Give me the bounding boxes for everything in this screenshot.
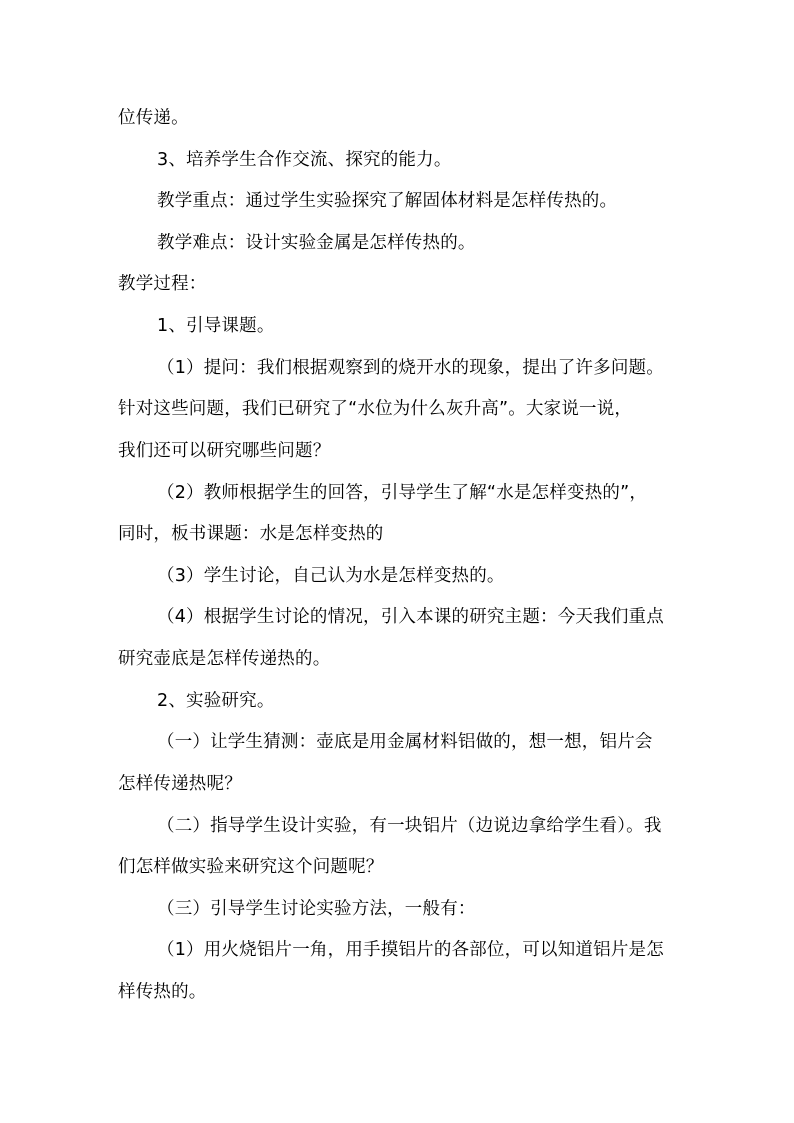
text-line: （三）引导学生讨论实验方法，一般有： — [157, 899, 476, 919]
text-line: 样传热的。 — [118, 982, 207, 1002]
text-line: （4）根据学生讨论的情况，引入本课的研究主题：今天我们重点 — [157, 607, 664, 627]
text-line: 怎样传递热呢？ — [118, 774, 242, 794]
text-line: 同时，板书课题：水是怎样变热的 — [118, 524, 384, 544]
text-line: （2）教师根据学生的回答，引导学生了解“水是怎样变热的”， — [157, 483, 648, 503]
text-line: 教学难点：设计实验金属是怎样传热的。 — [157, 233, 476, 253]
text-line: （3）学生讨论，自己认为水是怎样变热的。 — [157, 566, 505, 586]
text-line: 研究壶底是怎样传递热的。 — [118, 649, 331, 669]
text-line: （1）提问：我们根据观察到的烧开水的现象，提出了许多问题。 — [157, 358, 664, 378]
text-line: 针对这些问题，我们已研究了“水位为什么灰升高”。大家说一说， — [118, 399, 633, 419]
text-line: （1）用火烧铝片一角，用手摸铝片的各部位，可以知道铝片是怎 — [157, 940, 664, 960]
text-line: 2、实验研究。 — [157, 691, 275, 711]
text-line: 我们还可以研究哪些问题？ — [118, 441, 331, 461]
text-line: （一）让学生猜测：壶底是用金属材料铝做的，想一想，铝片会 — [157, 732, 653, 752]
text-line: 们怎样做实验来研究这个问题呢？ — [118, 857, 384, 877]
section-heading: 教学过程： — [118, 274, 207, 294]
text-line: 1、引导课题。 — [157, 316, 275, 336]
text-line: 位传递。 — [118, 108, 189, 128]
text-line: 教学重点：通过学生实验探究了解固体材料是怎样传热的。 — [157, 191, 618, 211]
text-line: 3、培养学生合作交流、探究的能力。 — [157, 150, 452, 170]
text-line: （二）指导学生设计实验，有一块铝片（边说边拿给学生看）。我 — [157, 816, 662, 836]
